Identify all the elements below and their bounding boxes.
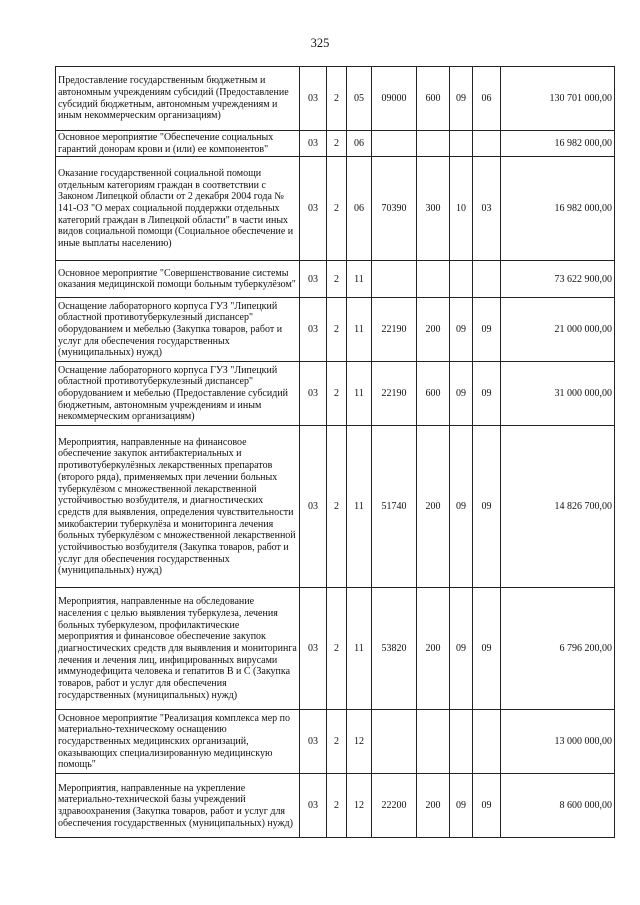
expense-type-code: 200 bbox=[417, 774, 450, 838]
program-code: 03 bbox=[300, 131, 327, 157]
activity-code: 11 bbox=[347, 362, 372, 426]
row-amount: 8 600 000,00 bbox=[501, 774, 615, 838]
table-row bbox=[56, 261, 615, 298]
program-code: 03 bbox=[300, 67, 327, 131]
section-code: 09 bbox=[450, 588, 473, 710]
row-amount: 31 000 000,00 bbox=[501, 362, 615, 426]
section-code bbox=[450, 131, 473, 157]
expense-type-code bbox=[417, 710, 450, 774]
row-name: Оснащение лабораторного корпуса ГУЗ "Липецкий областной противотуберкулезный диспансер" оборудованием и мебелью (Предоставление субсидий бюджетным, автономным учреждениям и иным некоммерческим организациям) bbox=[56, 362, 300, 426]
row-name: Мероприятия, направленные на обследование населения с целью выявления туберкулеза, лечения больных туберкулезом, профилактические мероприятия и финансовое обеспечение закупок диагностических средств для выявления и мониторинга лечения и лечения лиц, инфицированных вирусами иммунодефицита человека и гепатитов В и С (Закупка товаров, работ и услуг для обеспечения государственных (муниципальных) нужд) bbox=[56, 588, 300, 710]
subprogram-code: 2 bbox=[327, 710, 347, 774]
activity-code: 06 bbox=[347, 157, 372, 261]
subsection-code: 03 bbox=[473, 157, 501, 261]
activity-code: 11 bbox=[347, 588, 372, 710]
table-row bbox=[56, 131, 615, 157]
expense-type-code: 600 bbox=[417, 362, 450, 426]
row-amount: 16 982 000,00 bbox=[501, 131, 615, 157]
table-row bbox=[56, 588, 615, 710]
expense-type-code: 200 bbox=[417, 298, 450, 362]
budget-table bbox=[55, 66, 615, 838]
row-name: Оснащение лабораторного корпуса ГУЗ "Липецкий областной противотуберкулезный диспансер" оборудованием и мебелью (Закупка товаров, работ и услуг для обеспечения государственных (муниципальных) нужд) bbox=[56, 298, 300, 362]
direction-code: 53820 bbox=[372, 588, 417, 710]
subprogram-code: 2 bbox=[327, 67, 347, 131]
subprogram-code: 2 bbox=[327, 362, 347, 426]
subsection-code: 09 bbox=[473, 298, 501, 362]
subprogram-code: 2 bbox=[327, 157, 347, 261]
expense-type-code: 200 bbox=[417, 426, 450, 588]
subprogram-code: 2 bbox=[327, 261, 347, 298]
subsection-code bbox=[473, 131, 501, 157]
section-code: 09 bbox=[450, 426, 473, 588]
subsection-code: 09 bbox=[473, 362, 501, 426]
direction-code bbox=[372, 261, 417, 298]
table-row bbox=[56, 298, 615, 362]
activity-code: 05 bbox=[347, 67, 372, 131]
row-amount: 21 000 000,00 bbox=[501, 298, 615, 362]
expense-type-code: 600 bbox=[417, 67, 450, 131]
row-amount: 16 982 000,00 bbox=[501, 157, 615, 261]
activity-code: 11 bbox=[347, 298, 372, 362]
expense-type-code bbox=[417, 131, 450, 157]
program-code: 03 bbox=[300, 298, 327, 362]
subprogram-code: 2 bbox=[327, 426, 347, 588]
row-name: Основное мероприятие "Обеспечение социальных гарантий донорам крови и (или) ее компонентов" bbox=[56, 131, 300, 157]
section-code: 10 bbox=[450, 157, 473, 261]
section-code bbox=[450, 710, 473, 774]
program-code: 03 bbox=[300, 362, 327, 426]
table-row bbox=[56, 774, 615, 838]
section-code: 09 bbox=[450, 298, 473, 362]
row-name: Мероприятия, направленные на финансовое обеспечение закупок антибактериальных и противотуберкулёзных лекарственных препаратов (второго ряда), применяемых при лечении больных туберкулёзом с множественной лекарственной устойчивостью возбудителя, и диагностических средств для выявления, определения чувствительности микобактерии туберкулёза и мониторинга лечения больных туберкулёзом с множественной лекарственной устойчивостью возбудителя (Закупка товаров, работ и услуг для обеспечения государственных (муниципальных) нужд) bbox=[56, 426, 300, 588]
subprogram-code: 2 bbox=[327, 588, 347, 710]
activity-code: 11 bbox=[347, 426, 372, 588]
subsection-code bbox=[473, 261, 501, 298]
section-code: 09 bbox=[450, 774, 473, 838]
table-row bbox=[56, 67, 615, 131]
direction-code: 22190 bbox=[372, 298, 417, 362]
row-amount: 6 796 200,00 bbox=[501, 588, 615, 710]
row-amount: 130 701 000,00 bbox=[501, 67, 615, 131]
direction-code: 51740 bbox=[372, 426, 417, 588]
expense-type-code bbox=[417, 261, 450, 298]
activity-code: 12 bbox=[347, 774, 372, 838]
section-code bbox=[450, 261, 473, 298]
table-row bbox=[56, 710, 615, 774]
subsection-code bbox=[473, 710, 501, 774]
subprogram-code: 2 bbox=[327, 298, 347, 362]
row-amount: 73 622 900,00 bbox=[501, 261, 615, 298]
direction-code: 09000 bbox=[372, 67, 417, 131]
program-code: 03 bbox=[300, 157, 327, 261]
direction-code: 22200 bbox=[372, 774, 417, 838]
subprogram-code: 2 bbox=[327, 774, 347, 838]
budget-table-body bbox=[56, 67, 615, 838]
direction-code bbox=[372, 710, 417, 774]
activity-code: 12 bbox=[347, 710, 372, 774]
activity-code: 11 bbox=[347, 261, 372, 298]
row-name: Основное мероприятие "Совершенствование системы оказания медицинской помощи больным туберкулёзом" bbox=[56, 261, 300, 298]
program-code: 03 bbox=[300, 710, 327, 774]
table-row bbox=[56, 426, 615, 588]
row-name: Основное мероприятие "Реализация комплекса мер по материально-техническому оснащению государственных медицинских организаций, оказывающих специализированную медицинскую помощь" bbox=[56, 710, 300, 774]
subsection-code: 09 bbox=[473, 774, 501, 838]
row-amount: 14 826 700,00 bbox=[501, 426, 615, 588]
direction-code: 70390 bbox=[372, 157, 417, 261]
subsection-code: 09 bbox=[473, 588, 501, 710]
table-row bbox=[56, 362, 615, 426]
section-code: 09 bbox=[450, 362, 473, 426]
direction-code bbox=[372, 131, 417, 157]
direction-code: 22190 bbox=[372, 362, 417, 426]
expense-type-code: 300 bbox=[417, 157, 450, 261]
program-code: 03 bbox=[300, 588, 327, 710]
expense-type-code: 200 bbox=[417, 588, 450, 710]
activity-code: 06 bbox=[347, 131, 372, 157]
program-code: 03 bbox=[300, 774, 327, 838]
page-number: 325 bbox=[310, 36, 330, 50]
program-code: 03 bbox=[300, 426, 327, 588]
subsection-code: 09 bbox=[473, 426, 501, 588]
row-name: Предоставление государственным бюджетным и автономным учреждениям субсидий (Предоставление субсидий бюджетным, автономным учреждениям и иным некоммерческим организациям) bbox=[56, 67, 300, 131]
row-name: Мероприятия, направленные на укрепление материально-технической базы учреждений здравоохранения (Закупка товаров, работ и услуг для обеспечения государственных (муниципальных) нужд) bbox=[56, 774, 300, 838]
row-amount: 13 000 000,00 bbox=[501, 710, 615, 774]
row-name: Оказание государственной социальной помощи отдельным категориям граждан в соответствии с Законом Липецкой области от 2 декабря 2004 года № 141-ОЗ "О мерах социальной поддержки отдельных категорий граждан в Липецкой области" в части иных видов социальной помощи (Социальное обеспечение и иные выплаты населению) bbox=[56, 157, 300, 261]
subprogram-code: 2 bbox=[327, 131, 347, 157]
section-code: 09 bbox=[450, 67, 473, 131]
program-code: 03 bbox=[300, 261, 327, 298]
table-row bbox=[56, 157, 615, 261]
subsection-code: 06 bbox=[473, 67, 501, 131]
